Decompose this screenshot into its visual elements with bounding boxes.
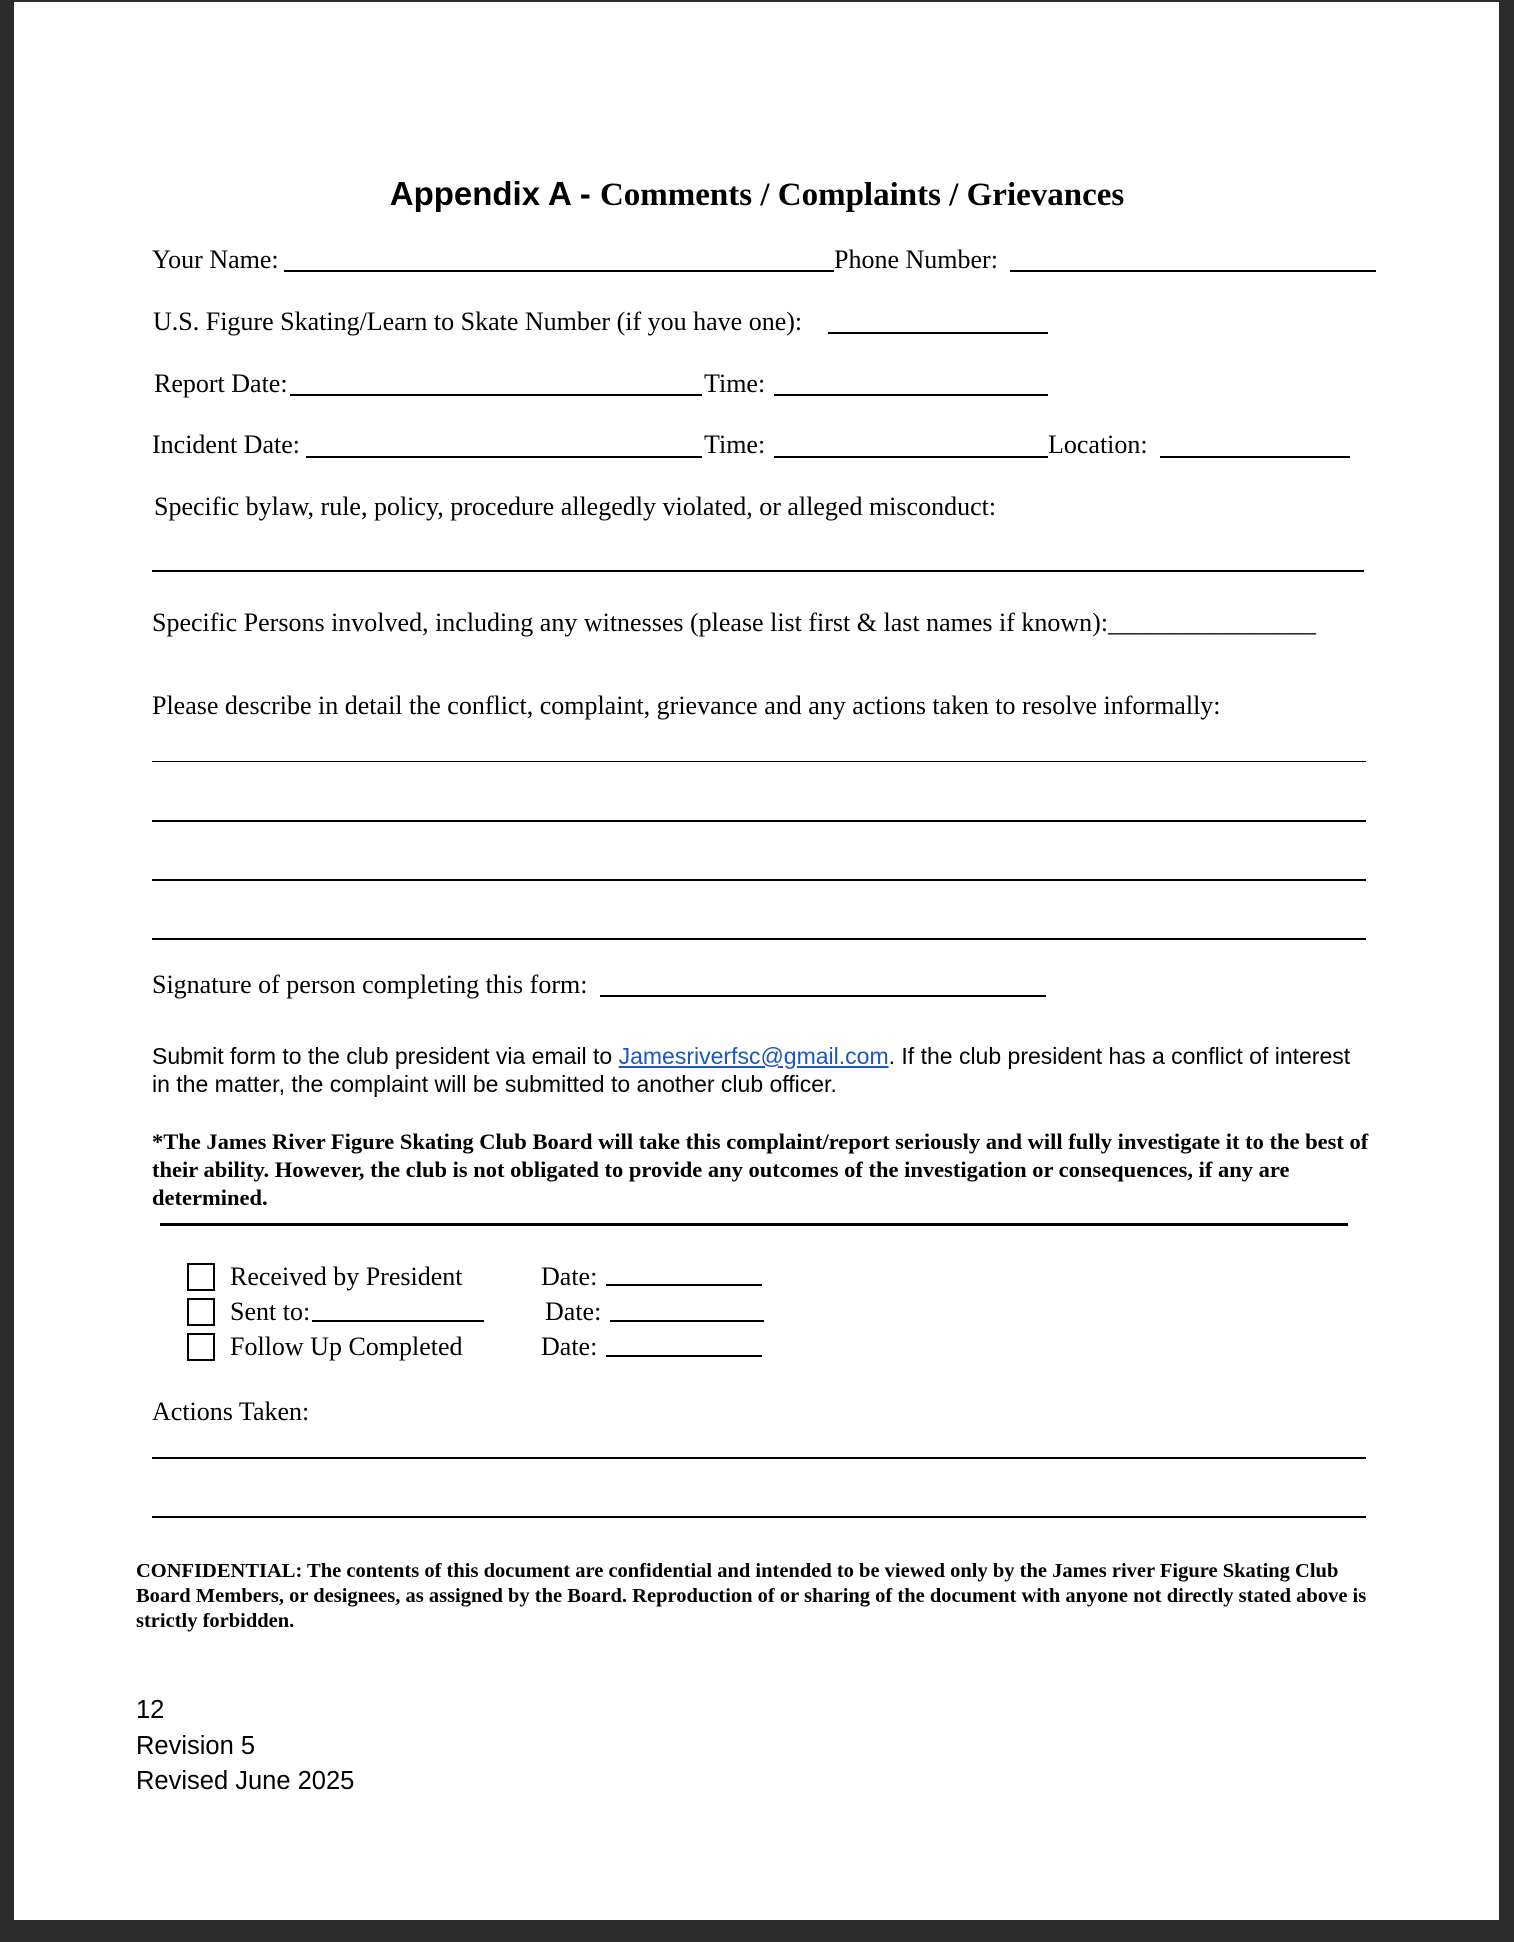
report-time-label: Time: — [704, 369, 766, 398]
describe-label: Please describe in detail the conflict, complaint, grievance and any actions taken to resolve informally: — [152, 691, 1221, 720]
sent-to-checkbox[interactable] — [187, 1298, 215, 1326]
follow-up-label: Follow Up Completed — [230, 1332, 463, 1361]
actions-taken-label: Actions Taken: — [152, 1397, 310, 1426]
sent-date-line[interactable] — [610, 1320, 764, 1322]
follow-up-date-line[interactable] — [606, 1355, 762, 1357]
follow-up-date-label: Date: — [541, 1332, 598, 1361]
describe-line-3[interactable] — [152, 879, 1366, 881]
revised-date: Revised June 2025 — [136, 1767, 355, 1795]
sent-to-line[interactable] — [312, 1320, 484, 1322]
page-number: 12 — [136, 1696, 165, 1724]
your-name-label: Your Name: — [152, 245, 279, 274]
submit-instructions: Submit form to the club president via email to Jamesriverfsc@gmail.com. If the club president has a conflict of interest in the matter, the complaint will be submitted to another club officer. — [152, 1043, 1351, 1097]
signature-line[interactable] — [600, 995, 1046, 997]
incident-date-label: Incident Date: — [152, 430, 300, 459]
section-divider — [160, 1223, 1348, 1226]
sent-date-label: Date: — [545, 1297, 602, 1326]
revision-number: Revision 5 — [136, 1732, 256, 1760]
location-label: Location: — [1048, 430, 1148, 459]
received-by-president-checkbox[interactable] — [187, 1263, 215, 1291]
phone-number-line[interactable] — [1010, 270, 1376, 272]
received-date-label: Date: — [541, 1262, 598, 1291]
incident-time-label: Time: — [704, 430, 766, 459]
page-title: Appendix A - Comments / Complaints / Grievances — [389, 175, 1125, 213]
actions-line-2[interactable] — [152, 1516, 1366, 1518]
sent-to-label: Sent to: — [230, 1297, 311, 1326]
confidential-notice: CONFIDENTIAL: The contents of this document are confidential and intended to be viewed only by the James river Figure Skating Club Board Members, or designees, as assigned by the Board. Reproduction of or sharing of the document with anyone not directly stated above is strictly forbidden. — [136, 1560, 1367, 1632]
received-by-president-label: Received by President — [230, 1262, 463, 1291]
describe-line-4[interactable] — [152, 938, 1366, 940]
signature-label: Signature of person completing this form: — [152, 970, 588, 999]
report-date-line[interactable] — [290, 394, 702, 396]
location-line[interactable] — [1160, 456, 1350, 458]
report-date-label: Report Date: — [154, 369, 288, 398]
persons-label: Specific Persons involved, including any witnesses (please list first & last names if known):________________ — [152, 608, 1317, 637]
email-link[interactable]: Jamesriverfsc@gmail.com — [618, 1043, 889, 1069]
describe-line-1[interactable] — [152, 761, 1366, 762]
received-date-line[interactable] — [606, 1284, 762, 1286]
board-note: *The James River Figure Skating Club Board will take this complaint/report seriously and will fully investigate it to the best of their ability. However, the club is not obligated to provide any outcomes of the investigation or consequences, if any are determined. — [152, 1129, 1369, 1210]
violation-label: Specific bylaw, rule, policy, procedure allegedly violated, or alleged misconduct: — [154, 492, 997, 521]
actions-line-1[interactable] — [152, 1457, 1366, 1459]
violation-line[interactable] — [152, 570, 1364, 572]
describe-line-2[interactable] — [152, 820, 1366, 822]
incident-date-line[interactable] — [306, 456, 702, 458]
incident-time-line[interactable] — [774, 456, 1048, 458]
usfs-number-label: U.S. Figure Skating/Learn to Skate Number (if you have one): — [153, 307, 803, 336]
your-name-line[interactable] — [284, 270, 834, 272]
follow-up-checkbox[interactable] — [187, 1333, 215, 1361]
usfs-number-line[interactable] — [828, 332, 1048, 334]
phone-number-label: Phone Number: — [834, 245, 998, 274]
report-time-line[interactable] — [774, 394, 1048, 396]
